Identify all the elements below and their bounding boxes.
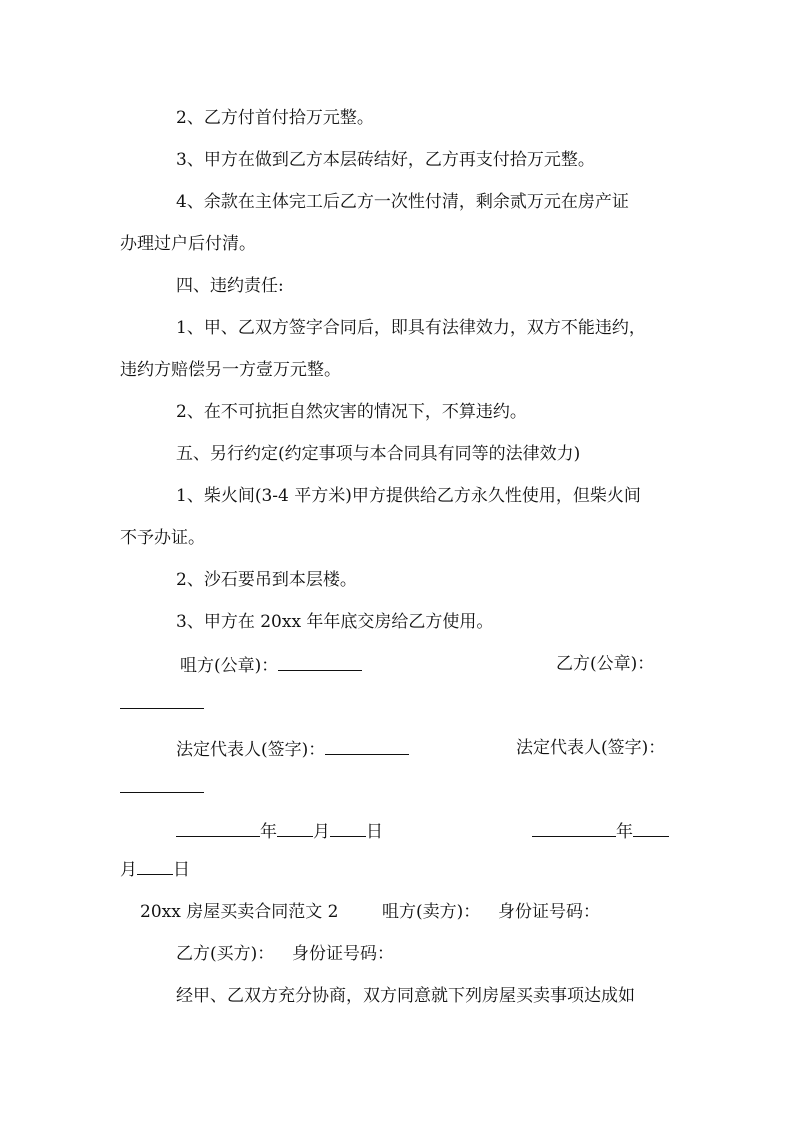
party-b-seal-row: [120, 690, 204, 716]
section-heading-other: 五、另行约定(约定事项与本合同具有同等的法律效力): [176, 444, 581, 464]
date-b-row-2: [120, 856, 190, 882]
clause-payment-4-line1: 4、余款在主体完工后乙方一次性付清，剩余贰万元在房产证: [176, 192, 629, 212]
next-contract-title: 20xx 房屋买卖合同范文 2: [140, 902, 339, 922]
date-a-month-blank: [277, 818, 313, 837]
clause-other-3: 3、甲方在 20xx 年年底交房给乙方使用。: [176, 612, 494, 632]
date-b-row: [532, 818, 669, 844]
rep-b-row: [120, 774, 204, 800]
party-b-seal-label: 乙方(公章)：: [556, 654, 655, 674]
clause-other-1-line1: 1、柴火间(3-4 平方米)甲方提供给乙方永久性使用，但柴火间: [176, 486, 641, 506]
rep-b-blank: [120, 774, 204, 793]
party-b-seal-blank: [120, 690, 204, 709]
clause-breach-1-line1: 1、甲、乙双方签字合同后，即具有法律效力，双方不能违约，: [176, 318, 646, 338]
party-a-seal-label: 咀方(公章)：: [180, 656, 279, 676]
next-contract-intro: 经甲、乙双方充分协商，双方同意就下列房屋买卖事项达成如: [176, 986, 635, 1006]
clause-breach-2: 2、在不可抗拒自然灾害的情况下，不算违约。: [176, 402, 527, 422]
date-a-day-label: 日: [366, 822, 383, 842]
date-a-day-blank: [330, 818, 366, 837]
rep-b-label: 法定代表人(签字)：: [516, 738, 666, 758]
buyer-id-label: 身份证号码：: [292, 944, 394, 964]
rep-a-row: [176, 736, 409, 762]
date-a-month-label: 月: [313, 822, 330, 842]
section-heading-breach: 四、违约责任:: [176, 276, 284, 296]
rep-a-blank: [325, 736, 409, 755]
clause-other-2: 2、沙石要吊到本层楼。: [176, 570, 357, 590]
clause-breach-1-line2: 违约方赔偿另一方壹万元整。: [120, 360, 341, 380]
buyer-label: 乙方(买方)：: [176, 944, 275, 964]
party-a-seal-row: [180, 652, 362, 678]
date-b-day-label: 日: [173, 860, 190, 880]
clause-other-1-line2: 不予办证。: [120, 528, 205, 548]
party-a-seal-blank: [278, 652, 362, 671]
date-b-year-label: 年: [616, 822, 633, 842]
clause-payment-3: 3、甲方在做到乙方本层砖结好，乙方再支付拾万元整。: [176, 150, 595, 170]
seller-label: 咀方(卖方)：: [382, 902, 481, 922]
clause-payment-4-line2: 办理过户后付清。: [120, 234, 256, 254]
rep-a-label: 法定代表人(签字)：: [176, 740, 326, 760]
date-a-year-label: 年: [260, 822, 277, 842]
date-b-day-blank: [137, 856, 173, 875]
clause-payment-2: 2、乙方付首付拾万元整。: [176, 108, 374, 128]
date-b-month-label: 月: [120, 860, 137, 880]
date-b-month-blank: [633, 818, 669, 837]
date-b-year-blank: [532, 818, 616, 837]
date-a-row: [176, 818, 383, 844]
seller-id-label: 身份证号码：: [498, 902, 600, 922]
date-a-year-blank: [176, 818, 260, 837]
